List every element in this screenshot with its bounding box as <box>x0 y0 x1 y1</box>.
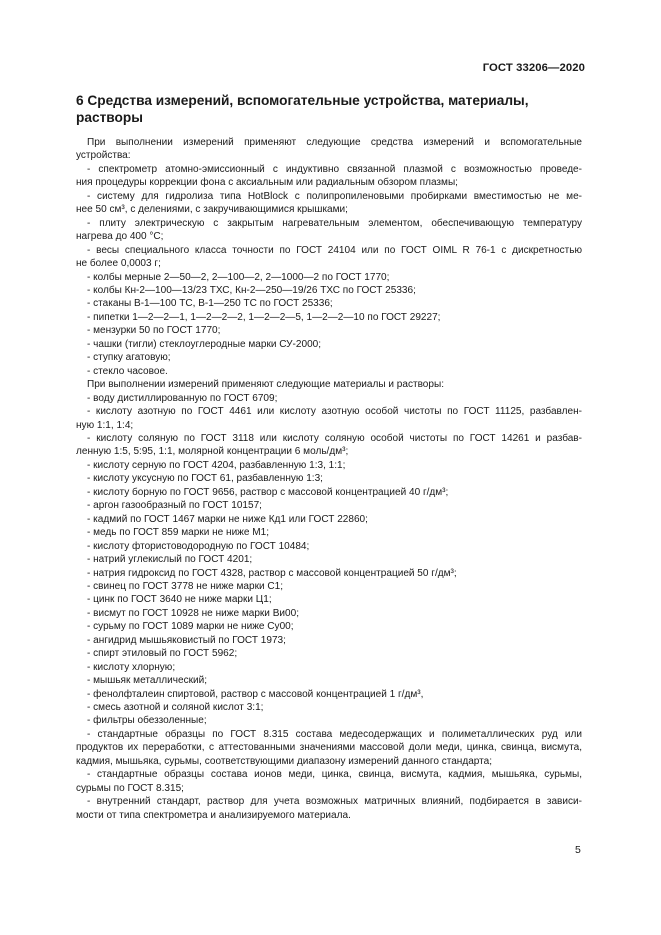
section-title-line: 6 Средства измерений, вспомогательные устройства, материалы, <box>76 93 529 108</box>
text-line: ния процедуры коррекции фона с аксиальным или радиальным обзором плазмы; <box>76 177 458 189</box>
list-item: - спирт этиловый по ГОСТ 5962; <box>87 648 238 660</box>
list-item: - натрия гидроксид по ГОСТ 4328, раствор с массовой концентрацией 50 г/дм³; <box>87 567 457 579</box>
list-item: - смесь азотной и соляной кислот 3:1; <box>87 702 264 714</box>
list-item: - кислоту серную по ГОСТ 4204, разбавленную 1:3, 1:1; <box>87 459 346 471</box>
list-item: - чашки (тигли) стеклоуглеродные марки СУ-2000; <box>87 338 322 350</box>
list-item: - цинк по ГОСТ 3640 не ниже марки Ц1; <box>87 594 272 606</box>
page-number: 5 <box>575 844 581 856</box>
text-line: мости от типа спектрометра и анализируемого материала. <box>76 809 351 821</box>
text-line: ленную 1:5, 5:95, 1:1, молярной концентрации 6 моль/дм³; <box>76 446 349 458</box>
list-item: - кислоту соляную по ГОСТ 3118 или кислоту соляную особой чистоты по ГОСТ 14261 и разбав- <box>87 432 582 444</box>
list-item: - плиту электрическую с закрытым нагревательным элементом, обеспечивающую температуру <box>87 217 582 229</box>
list-item: - фенолфталеин спиртовой, раствор с массовой концентрацией 1 г/дм³, <box>87 688 424 700</box>
text-line: не более 0,0003 г; <box>76 258 161 270</box>
text-line: нагрева до 400 °С; <box>76 231 164 243</box>
text-line: При выполнении измерений применяют следующие материалы и растворы: <box>87 379 444 391</box>
list-item: - свинец по ГОСТ 3778 не ниже марки С1; <box>87 580 283 592</box>
text-line: устройства: <box>76 150 131 162</box>
list-item: - натрий углекислый по ГОСТ 4201; <box>87 554 253 566</box>
list-item: - фильтры обеззоленные; <box>87 715 207 727</box>
list-item: - медь по ГОСТ 859 марки не ниже М1; <box>87 527 270 539</box>
list-item: - кислоту уксусную по ГОСТ 61, разбавленную 1:3; <box>87 473 323 485</box>
body-text <box>76 136 582 822</box>
document-code: ГОСТ 33206—2020 <box>482 62 585 74</box>
list-item: - стаканы В-1—100 ТС, В-1—250 ТС по ГОСТ 25336; <box>87 298 333 310</box>
text-line: продуктов их переработки, с аттестованными значениями массовой доли меди, цинка, свинца, висмута, <box>76 742 582 754</box>
list-item: - мензурки 50 по ГОСТ 1770; <box>87 325 221 337</box>
list-item: - аргон газообразный по ГОСТ 10157; <box>87 500 262 512</box>
list-item: - ангидрид мышьяковистый по ГОСТ 1973; <box>87 634 286 646</box>
list-item: - стандартные образцы по ГОСТ 8.315 состава медесодержащих и полиметаллических руд или <box>87 728 582 740</box>
list-item: - колбы Кн-2—100—13/23 ТХС, Кн-2—250—19/26 ТХС по ГОСТ 25336; <box>87 284 416 296</box>
section-title <box>76 92 546 126</box>
text-line: кадмия, мышьяка, сурьмы, соответствующими диапазону измерений данного стандарта; <box>76 755 493 767</box>
list-item: - весы специального класса точности по ГОСТ 24104 или по ГОСТ OIML R 76-1 с дискретностью <box>87 244 582 256</box>
text-line: сурьмы по ГОСТ 8.315; <box>76 782 184 794</box>
list-item: - колбы мерные 2—50—2, 2—100—2, 2—1000—2 по ГОСТ 1770; <box>87 271 390 283</box>
list-item: - стандартные образцы состава ионов меди, цинка, свинца, висмута, кадмия, мышьяка, сурьмы, <box>87 769 582 781</box>
list-item: - висмут по ГОСТ 10928 не ниже марки Ви00; <box>87 607 299 619</box>
section-title-line: растворы <box>76 110 143 125</box>
list-item: - спектрометр атомно-эмиссионный с индуктивно связанной плазмой с возможностью проведе- <box>87 163 582 175</box>
list-item: - пипетки 1—2—2—1, 1—2—2—2, 1—2—2—5, 1—2—2—10 по ГОСТ 29227; <box>87 311 441 323</box>
list-item: - систему для гидролиза типа HotBlock с полипропиленовыми пробирками вместимостью не ме- <box>87 190 582 202</box>
list-item: - кислоту борную по ГОСТ 9656, раствор с массовой концентрацией 40 г/дм³; <box>87 486 449 498</box>
list-item: - воду дистиллированную по ГОСТ 6709; <box>87 392 278 404</box>
list-item: - кадмий по ГОСТ 1467 марки не ниже Кд1 или ГОСТ 22860; <box>87 513 368 525</box>
list-item: - мышьяк металлический; <box>87 675 208 687</box>
list-item: - внутренний стандарт, раствор для учета возможных матричных влияний, подбирается в зависи- <box>87 796 582 808</box>
list-item: - стекло часовое. <box>87 365 168 377</box>
list-item: - ступку агатовую; <box>87 352 171 364</box>
list-item: - кислоту хлорную; <box>87 661 176 673</box>
text-line: ную 1:1, 1:4; <box>76 419 134 431</box>
list-item: - сурьму по ГОСТ 1089 марки не ниже Су00; <box>87 621 294 633</box>
list-item: - кислоту фтористоводородную по ГОСТ 10484; <box>87 540 310 552</box>
text-line: нее 50 см³, с делениями, с закручивающимися крышками; <box>76 204 348 216</box>
text-line: При выполнении измерений применяют следующие средства измерений и вспомогательные <box>87 137 582 148</box>
list-item: - кислоту азотную по ГОСТ 4461 или кислоту азотную особой чистоты по ГОСТ 11125, разбавлен- <box>87 406 582 418</box>
